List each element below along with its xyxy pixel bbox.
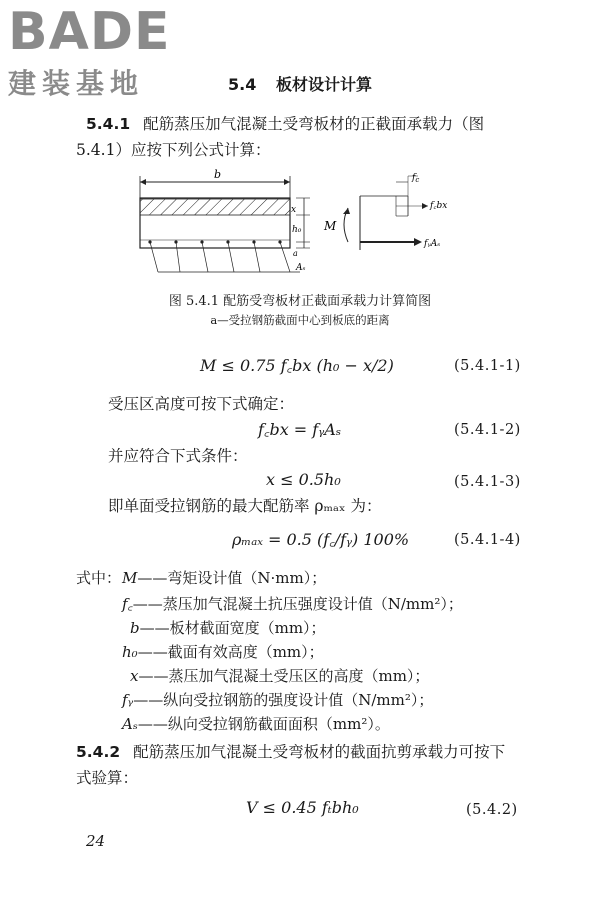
rebar-dots — [148, 240, 281, 243]
formula-2-intro: 受压区高度可按下式确定： — [108, 395, 295, 413]
definition-text: ——板材截面宽度（mm）； — [139, 619, 326, 637]
label-x: x — [291, 205, 297, 215]
figure-5-4-1 — [128, 168, 468, 288]
figure-caption: 图 5.4.1 配筋受弯板材正截面承载力计算简图 — [168, 294, 432, 309]
definition-row — [130, 664, 429, 688]
formula-541-3-number: (5.4.1-3) — [454, 474, 521, 490]
formula-3-intro: 并应符合下式条件： — [108, 447, 248, 465]
clause-541-line2: 5.4.1）应按下列公式计算： — [76, 141, 271, 159]
logo-subtitle: 建装基地 — [8, 67, 145, 100]
clause-541-number: 5.4.1 — [86, 115, 131, 133]
label-As: Aₛ — [296, 263, 306, 273]
formula-542: V ≤ 0.45 fₜbh₀ — [246, 798, 359, 817]
section-title — [0, 72, 600, 95]
dimension-height — [291, 198, 310, 273]
formula-541-1-number: (5.4.1-1) — [454, 358, 521, 374]
definition-row — [130, 616, 326, 640]
clause-542-line2: 式验算： — [76, 769, 139, 787]
dimension-b — [140, 168, 290, 198]
definition-text: ——纵向受拉钢筋截面面积（mm²）。 — [137, 715, 390, 733]
clause-542-line1 — [76, 740, 546, 764]
clause-541-text-1: 配筋蒸压加气混凝土受弯板材的正截面承载力（图 — [143, 115, 485, 133]
formula-541-3: x ≤ 0.5h₀ — [266, 470, 341, 489]
section-number: 5.4 — [228, 75, 257, 94]
formula-542-number: (5.4.2) — [466, 802, 518, 818]
figure-note: a—受拉钢筋截面中心到板底的距离 — [210, 313, 390, 327]
definitions-prefix: 式中： — [76, 569, 122, 587]
definition-symbol: Aₛ — [122, 715, 138, 733]
label-b: b — [214, 168, 222, 181]
label-M: M — [324, 219, 337, 233]
compression-zone — [140, 199, 290, 215]
definition-text: ——纵向受拉钢筋的强度设计值（N/mm²）； — [133, 691, 434, 709]
stress-diagram — [360, 173, 447, 250]
definition-row — [122, 566, 326, 590]
label-fyAs: fᵧAₛ — [424, 239, 441, 249]
definition-text: ——弯矩设计值（N·mm）； — [137, 569, 327, 587]
definition-text: ——截面有效高度（mm）； — [137, 643, 324, 661]
definition-row — [122, 712, 390, 736]
definition-row — [122, 592, 463, 616]
definition-text: ——蒸压加气混凝土受压区的高度（mm）； — [138, 667, 430, 685]
definition-symbol: f꜀ — [122, 595, 133, 613]
clause-542-number: 5.4.2 — [76, 743, 121, 761]
moment-symbol — [323, 208, 350, 242]
label-fcbx: f꜀bx — [430, 201, 448, 211]
formula-541-4: ρₘₐₓ = 0.5 (f꜀/fᵧ) 100% — [232, 530, 410, 549]
label-a: a — [293, 249, 298, 258]
formula-541-2-number: (5.4.1-2) — [454, 422, 521, 438]
label-fc-top: $f_c$ — [412, 173, 420, 184]
definition-symbol: b — [130, 619, 140, 637]
page-number: 24 — [86, 832, 106, 850]
definition-row — [122, 688, 433, 712]
logo-word: BADE — [8, 2, 171, 62]
definition-symbol: M — [122, 569, 138, 587]
section-title-text: 板材设计计算 — [275, 75, 372, 94]
definition-text: ——蒸压加气混凝土抗压强度设计值（N/mm²）； — [132, 595, 463, 613]
formula-4-intro: 即单面受拉钢筋的最大配筋率 ρₘₐₓ 为： — [108, 497, 382, 515]
formula-541-1: M ≤ 0.75 f꜀bx (h₀ − x/2) — [200, 356, 394, 375]
formula-541-2: f꜀bx = fᵧAₛ — [258, 420, 342, 439]
definition-symbol: h₀ — [122, 643, 138, 661]
definition-symbol: x — [130, 667, 139, 685]
definition-symbol: fᵧ — [122, 691, 134, 709]
definition-row — [122, 640, 324, 664]
label-h0: h₀ — [292, 225, 302, 235]
formula-541-4-number: (5.4.1-4) — [454, 532, 521, 548]
rebar-leaders — [150, 242, 300, 272]
clause-542-text-1: 配筋蒸压加气混凝土受弯板材的截面抗剪承载力可按下 — [133, 743, 506, 761]
clause-541-line1 — [86, 112, 546, 136]
